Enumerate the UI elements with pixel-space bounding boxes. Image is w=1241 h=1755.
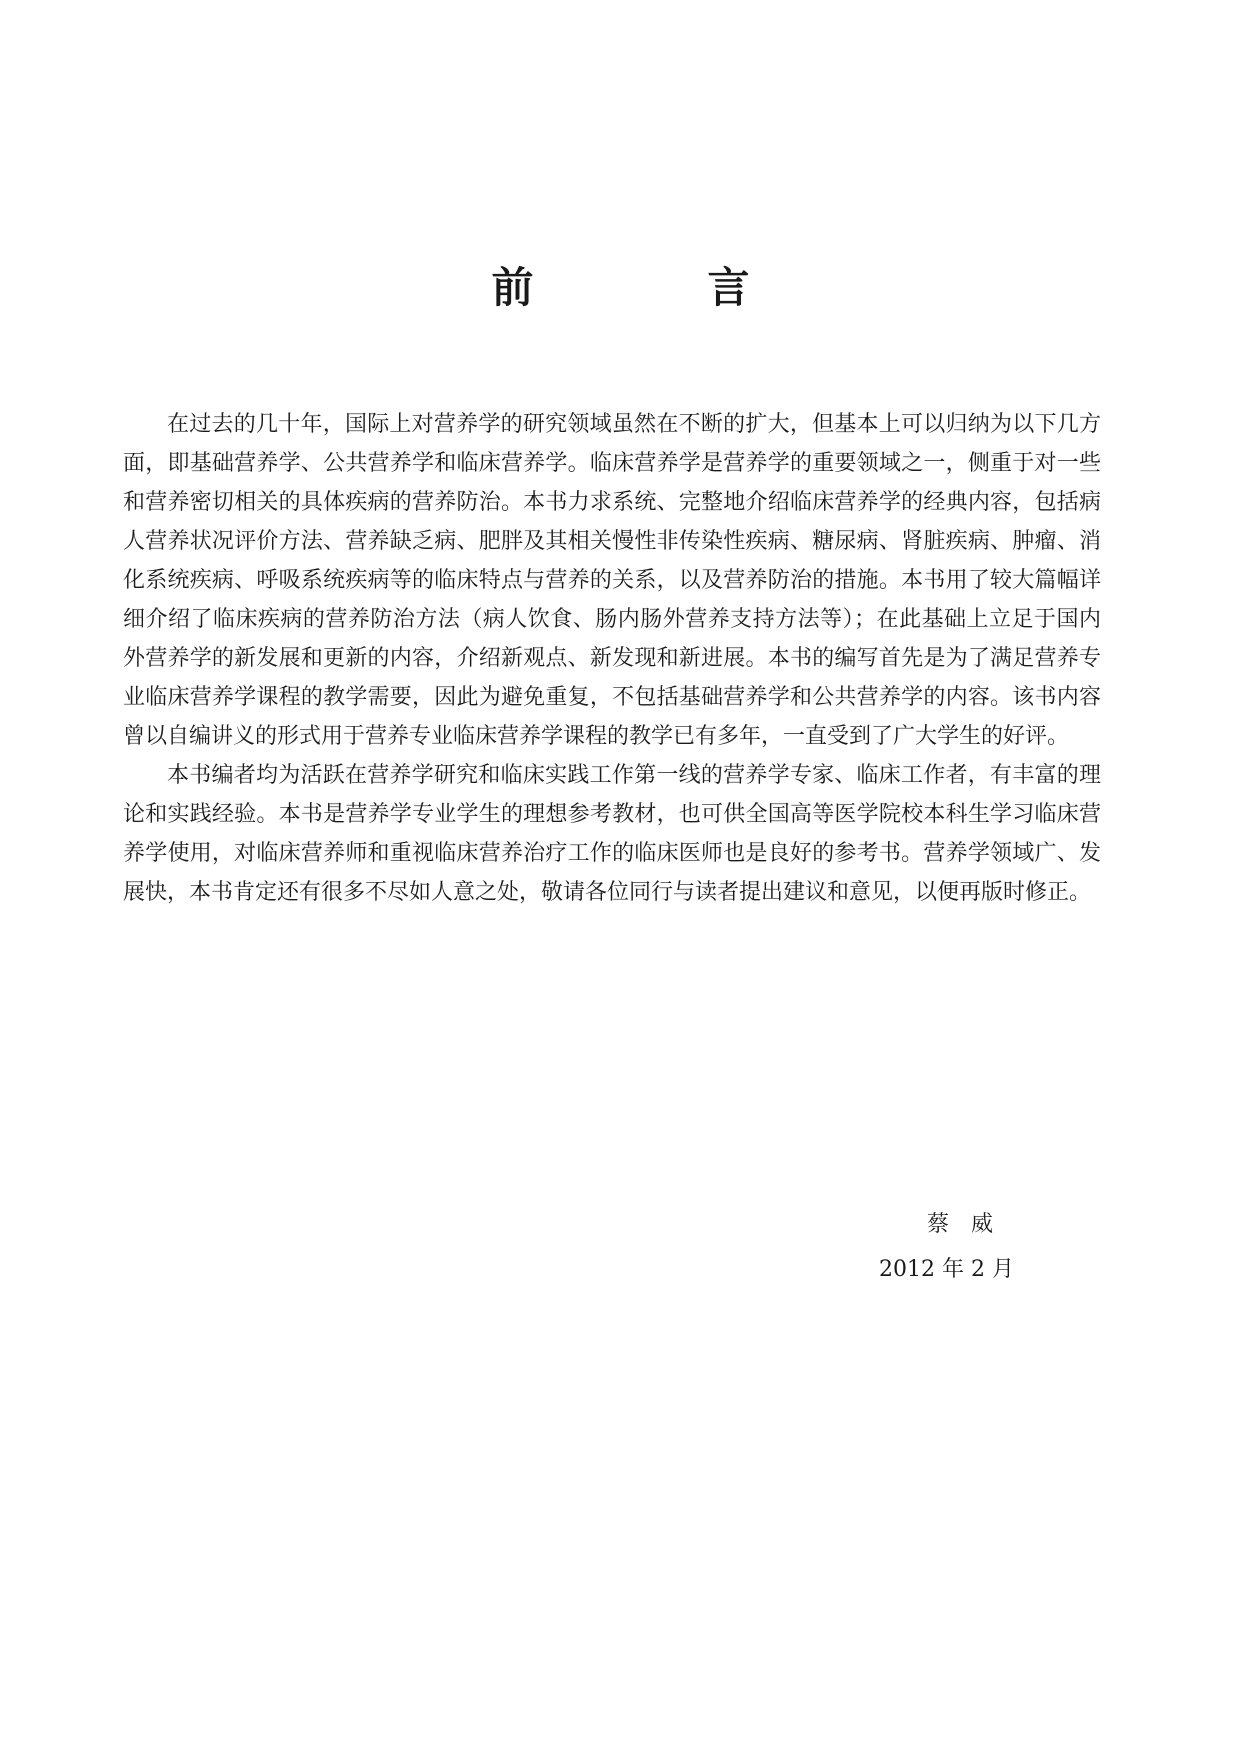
signature-block — [879, 1210, 1045, 1285]
paragraph-1: 在过去的几十年，国际上对营养学的研究领域虽然在不断的扩大，但基本上可以归纳为以下几方面，即基础营养学、公共营养学和临床营养学。临床营养学是营养学的重要领域之一，侧重于对一些和营养密切相关的具体疾病的营养防治。本书力求系统、完整地介绍临床营养学的经典内容，包括病人营养状况评价方法、营养缺乏病、肥胖及其相关慢性非传染性疾病、糖尿病、肾脏疾病、肿瘤、消化系统疾病、呼吸系统疾病等的临床特点与营养的关系，以及营养防治的措施。本书用了较大篇幅详细介绍了临床疾病的营养防治方法（病人饮食、肠内肠外营养支持方法等）；在此基础上立足于国内外营养学的新发展和更新的内容，介绍新观点、新发现和新进展。本书的编写首先是为了满足营养专业临床营养学课程的教学需要，因此为避免重复，不包括基础营养学和公共营养学的内容。该书内容曾以自编讲义的形式用于营养专业临床营养学课程的教学已有多年，一直受到了广大学生的好评。 — [123, 412, 1101, 749]
preface-body — [123, 405, 1101, 912]
page-title: 前 言 — [491, 263, 816, 312]
signature-date: 2012 年 2 月 — [879, 1257, 1014, 1282]
paragraph-2: 本书编者均为活跃在营养学研究和临床实践工作第一线的营养学专家、临床工作者，有丰富的理论和实践经验。本书是营养学专业学生的理想参考教材，也可供全国高等医学院校本科生学习临床营养学使用，对临床营养师和重视临床营养治疗工作的临床医师也是良好的参考书。营养学领域广、发展快，本书肯定还有很多不尽如人意之处，敬请各位同行与读者提出建议和意见，以便再版时修正。 — [123, 763, 1101, 905]
author-name: 蔡威 — [927, 1212, 1016, 1237]
